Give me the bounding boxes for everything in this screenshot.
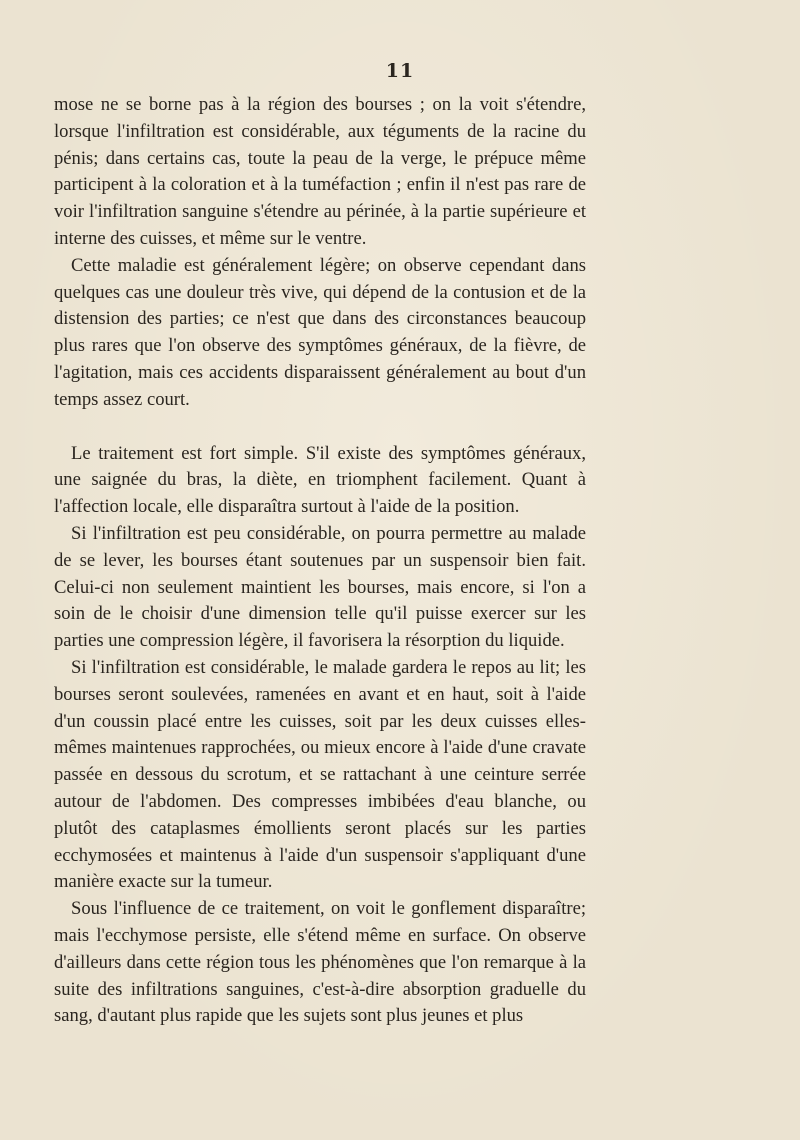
- paragraph-6: Sous l'influence de ce traitement, on voit le gonflement disparaître; mais l'ecchymose persiste, elle s'étend même en surface. On observe d'ailleurs dans cette région tous les phénomènes que l'on remarque à la suite des infiltrations sanguines, c'est-à-dire absorption graduelle du sang, d'autant plus rapide que les sujets sont plus jeunes et plus: [54, 898, 586, 1027]
- paragraph-4: Si l'infiltration est peu considérable, on pourra permettre au malade de se lever, les bourses étant soutenues par un suspensoir bien fait. Celui-ci non seulement maintient les bourses, mais encore, si l'on a soin de le choisir d'une dimension telle qu'il puisse exercer sur les parties une compression légère, il favorisera la résorption du liquide.: [54, 522, 586, 652]
- paragraph-2: Cette maladie est généralement légère; on observe cependant dans quelques cas une douleur très vive, qui dépend de la contusion et de la distension des parties; ce n'est que dans des circonstances beaucoup plus rares que l'on observe des symptômes généraux, de la fièvre, de l'agitation, mais ces accidents disparaissent généralement au bout d'un temps assez court.: [54, 254, 586, 410]
- paragraph-1: mose ne se borne pas à la région des bourses ; on la voit s'étendre, lorsque l'infiltration est considérable, aux téguments de la racine du pénis; dans certains cas, toute la peau de la verge, le prépuce même participent à la coloration et à la tuméfaction ; enfin il n'est pas rare de voir l'infiltration sanguine s'étendre au périnée, à la partie supérieure et interne des cuisses, et même sur le ventre.: [54, 94, 586, 249]
- paragraph-3: Le traitement est fort simple. S'il existe des symptômes généraux, une saignée du bras, la diète, en triomphent facilement. Quant à l'affection locale, elle disparaîtra surtout à l'aide de la position.: [54, 442, 586, 518]
- paragraph-5: Si l'infiltration est considérable, le malade gardera le repos au lit; les bourses seront soulevées, ramenées en avant et en haut, soit à l'aide d'un coussin placé entre les cuisses, soit par les deux cuisses elles-mêmes maintenues rapprochées, ou mieux encore à l'aide d'une cravate passée en dessous du scrotum, et se rattachant à une ceinture serrée autour de l'abdomen. Des compresses imbibées d'eau blanche, ou plutôt des cataplasmes émollients seront placés sur les parties ecchymosées et maintenus à l'aide d'un suspensoir s'appliquant d'une manière exacte sur la tumeur.: [54, 656, 586, 893]
- page-number: 11: [385, 60, 415, 82]
- body-text: [54, 92, 586, 1030]
